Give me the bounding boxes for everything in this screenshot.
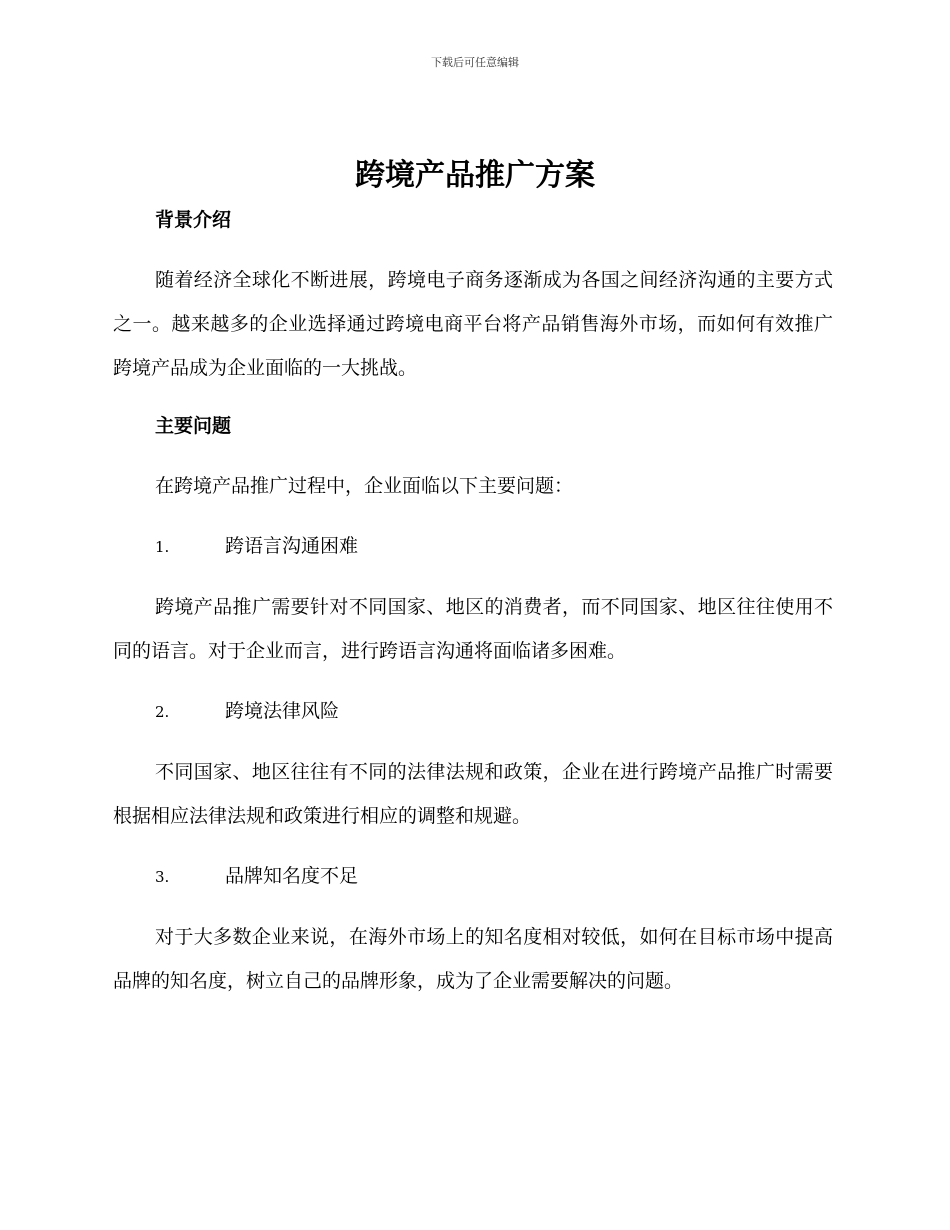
problem-item-1 [155,530,833,563]
background-paragraph: 随着经济全球化不断进展，跨境电子商务逐渐成为各国之间经济沟通的主要方式之一。越来越多的企业选择通过跨境电商平台将产品销售海外市场，而如何有效推广跨境产品成为企业面临的一大挑战。 [113,269,833,379]
problem-item-3 [155,860,833,893]
problem-item-2 [155,695,833,728]
header-note: 下载后可任意编辑 [431,56,519,69]
problem-1-text: 跨境产品推广需要针对不同国家、地区的消费者，而不同国家、地区往往使用不同的语言。对于企业而言，进行跨语言沟通将面临诸多困难。 [113,596,833,662]
problem-2-text: 不同国家、地区往往有不同的法律法规和政策，企业在进行跨境产品推广时需要根据相应法律法规和政策进行相应的调整和规避。 [113,761,833,827]
list-item-title: 品牌知名度不足 [225,865,359,887]
list-number: 1. [155,538,170,556]
section-heading-problems: 主要问题 [155,415,232,437]
list-number: 2. [155,703,170,721]
list-number: 3. [155,868,170,886]
document-title: 跨境产品推广方案 [355,158,595,193]
problems-intro: 在跨境产品推广过程中，企业面临以下主要问题： [155,475,574,497]
list-item-title: 跨语言沟通困难 [225,535,359,557]
list-item-title: 跨境法律风险 [225,700,340,722]
section-heading-background: 背景介绍 [155,209,232,231]
problem-3-text: 对于大多数企业来说，在海外市场上的知名度相对较低，如何在目标市场中提高品牌的知名度，树立自己的品牌形象，成为了企业需要解决的问题。 [113,926,833,992]
document-body [113,204,833,1003]
